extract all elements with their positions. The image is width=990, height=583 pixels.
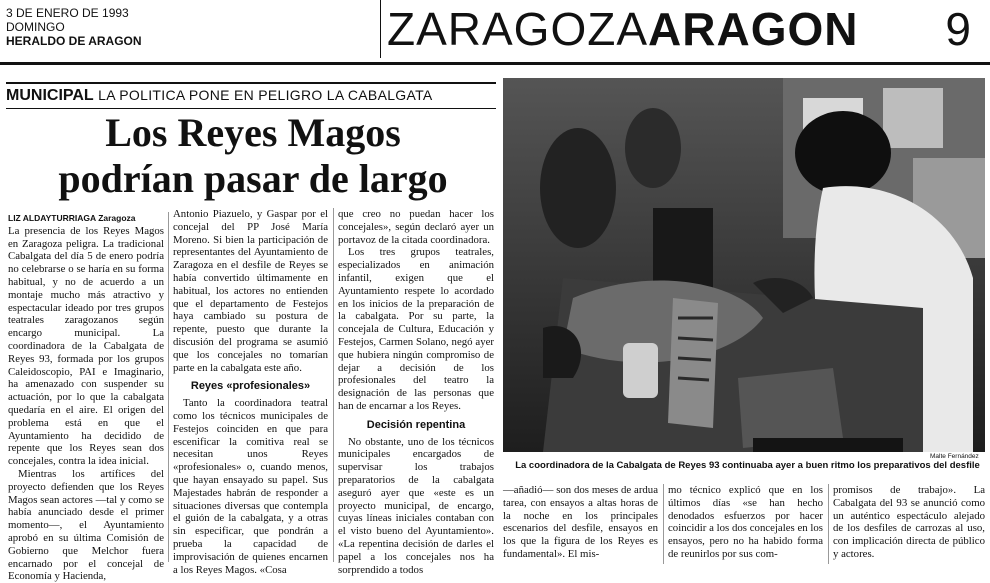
article-paragraph: Tanto la coordinadora teatral como los técnicos municipales de Festejos coinciden en que para escenificar la comitiva real se necesitan unos Reyes «profesionales» o, cuando menos, que hayan ensayado su papel. Sus Majestades habrán de responder a situaciones diversas que contempla el guión de la cabalgata, y a otras sin especificar, que pondrán a prueba la capacidad de improvisación de quienes encarnen a los Reyes Magos. «Cosa bbox=[173, 397, 328, 576]
article-column-6 bbox=[833, 484, 985, 561]
section-title bbox=[387, 0, 858, 58]
newspaper-name: HERALDO DE ARAGON bbox=[6, 34, 142, 48]
headline bbox=[8, 110, 498, 202]
article-paragraph: que creo no puedan hacer los concejales», según declaró ayer un portavoz de la citada coordinadora. bbox=[338, 208, 494, 246]
issue-date: 3 DE ENERO DE 1993 bbox=[6, 6, 129, 20]
section-title-bold: ARAGON bbox=[648, 3, 859, 55]
section-title-light: ZARAGOZA bbox=[387, 3, 649, 55]
section-header bbox=[380, 0, 971, 58]
photo-credit: Malte Fernández bbox=[930, 453, 979, 460]
photo-illustration bbox=[503, 78, 985, 452]
masthead-meta bbox=[6, 6, 142, 48]
page-number: 9 bbox=[945, 3, 971, 55]
subheading-decision-repentina: Decisión repentina bbox=[366, 418, 466, 431]
article-column-4 bbox=[503, 484, 658, 561]
subheading-reyes-profesionales: Reyes «profesionales» bbox=[190, 380, 311, 393]
article-paragraph: —añadió— son dos meses de ardua tarea, con ensayos a altas horas de la noche en los principales escenarios del desfile, ensayos en los que la figura de los Reyes es fundamental». El mis- bbox=[503, 484, 658, 560]
article-column-2 bbox=[173, 208, 328, 576]
kicker-text: LA POLITICA PONE EN PELIGRO LA CABALGATA bbox=[98, 87, 433, 103]
article-paragraph: mo técnico explicó que en los últimos días «se han hecho denodados esfuerzos por hacer coincidir a los dos concejales en los ensayos, pero no ha habido forma de reunirlos por sus com- bbox=[668, 484, 823, 560]
article-paragraph: No obstante, uno de los técnicos municipales encargados de supervisar los trabajos preparatorios de la cabalgata aseguró ayer que «este es un proyecto municipal, de encargo, cuyas líneas iniciales contaban con el visto bueno del Ayuntamiento». «La repentina decisión de darles el papel a los concejales nos ha sorprendido a todos bbox=[338, 435, 494, 576]
issue-weekday: DOMINGO bbox=[6, 20, 65, 34]
article-photo bbox=[503, 78, 985, 452]
photo-caption: La coordinadora de la Cabalgata de Reyes 93 continuaba ayer a buen ritmo los preparativos del desfile bbox=[515, 460, 980, 471]
article-paragraph: La presencia de los Reyes Magos en Zaragoza peligra. La tradicional Cabalgata del día 5 de enero podría no celebrarse o se haría en su forma habitual, y no de acuerdo a un montaje mucho más atractivo y espectacular ideado por tres grupos teatrales zaragozanos según encargo municipal. La coordinadora de la Cabalgata de Reyes 93, formada por los grupos Caleidoscopio, PAI e Imaginario, ha amenazado con suspender su actuación, por lo que la cabalgata quedaría en el aire. El origen del problema está en que el Ayuntamiento ha decidido de repente que los Reyes sean dos concejales, contra la idea inicial. bbox=[8, 224, 164, 468]
article-column-5 bbox=[668, 484, 823, 561]
article-paragraph: promisos de trabajo». La Cabalgata del 93 se anunció como un auténtico espectáculo alejado de los desfiles de carrozas al uso, con implicación directa de público y actores. bbox=[833, 484, 985, 560]
article-column-3 bbox=[338, 208, 494, 576]
article-paragraph: Mientras los artífices del proyecto defienden que los Reyes Magos sean actores —tal y como se había anunciado desde el primer momento—, el Ayuntamiento aprobó en su última Comisión de Gobierno que Melchor fuera encarnado por el concejal de Economía y Hacienda, bbox=[8, 467, 164, 583]
column-divider bbox=[333, 208, 334, 562]
headline-line-1: Los Reyes Magos bbox=[105, 110, 401, 155]
article-paragraph: Los tres grupos teatrales, especializados en animación infantil, exigen que el Ayuntamiento respete lo acordado en los inicios de la preparación de la cabalgata. Por su parte, la concejala de Cultura, Educación y Festejos, Carmen Solano, negó ayer que hubiera ningún compromiso de dejar a decisión de los profesionales del teatro la designación de las personas que han de encarnar a los Reyes. bbox=[338, 246, 494, 412]
kicker-label: MUNICIPAL bbox=[6, 87, 94, 104]
byline: LIZ ALDAYTURRIAGA Zaragoza bbox=[8, 213, 136, 223]
article-paragraph: Antonio Piazuelo, y Gaspar por el concejal del PP José María Moreno. Si bien la participación de representantes del Ayuntamiento de Zaragoza en el desfile de Reyes se había convertido últimamente en habitual, los actores no entienden que el departamento de Festejos haya cambiado su postura de repente, puesto que durante la discusión del programa se asumió que los concejales no tomarían parte en la cabalgata este año. bbox=[173, 208, 328, 374]
column-divider bbox=[663, 484, 664, 564]
article-kicker bbox=[6, 82, 496, 109]
column-divider bbox=[828, 484, 829, 564]
column-divider bbox=[168, 212, 169, 562]
masthead-rule bbox=[0, 62, 990, 65]
article-column-1 bbox=[8, 212, 164, 583]
headline-line-2: podrían pasar de largo bbox=[58, 156, 448, 201]
